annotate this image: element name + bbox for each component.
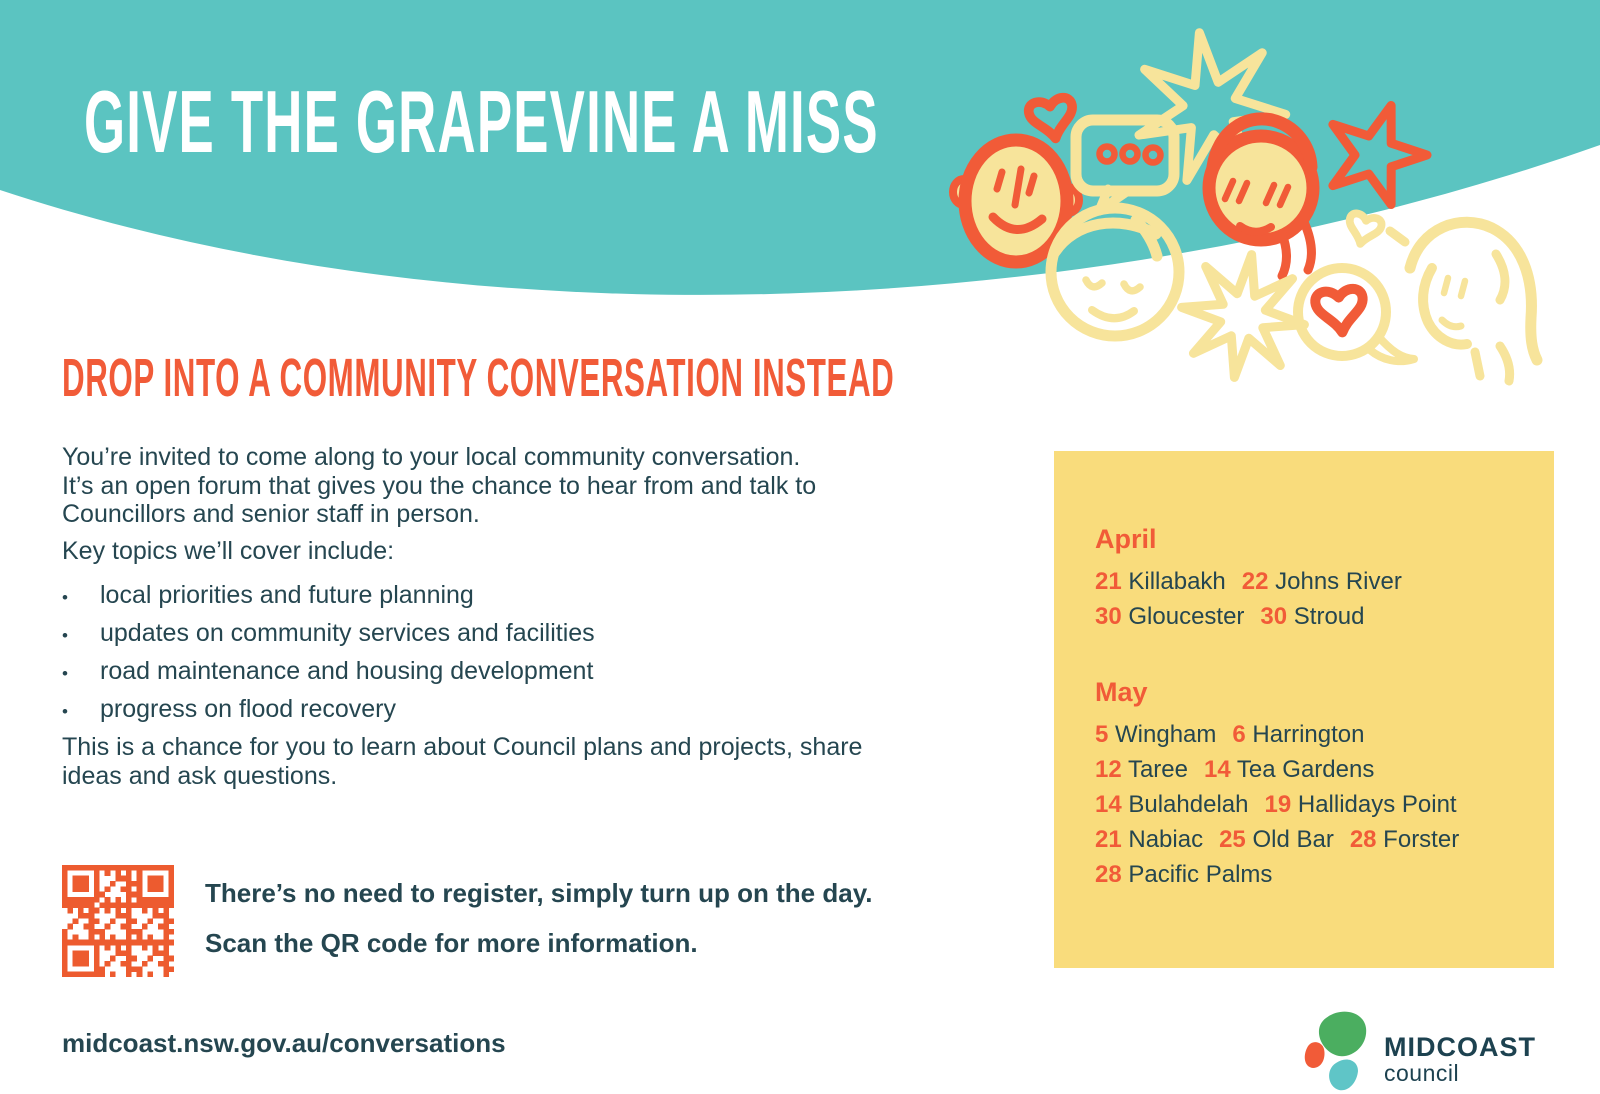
event-day: 22 [1241,568,1269,595]
bullet-icon: • [62,702,68,721]
schedule-event [1204,756,1374,783]
event-place: Killabakh [1121,568,1226,595]
event-day: 14 [1203,756,1231,783]
bullet-icon: • [62,588,68,607]
event-place: Gloucester [1121,603,1245,630]
topic-text: updates on community services and facilities [100,619,595,647]
intro-line: Councillors and senior staff in person. [62,500,480,528]
logo-name: MIDCOAST [1384,1032,1536,1062]
event-place: Nabiac [1121,826,1204,853]
event-place: Taree [1121,756,1188,783]
schedule-event [1095,568,1226,595]
midcoast-council-logo-icon [1296,1005,1391,1094]
schedule-row [1095,717,1524,752]
schedule-row [1095,564,1524,599]
bullet-icon: • [62,626,68,645]
event-day: 30 [1260,603,1288,630]
event-place: Tea Gardens [1230,756,1375,783]
schedule-event [1350,826,1459,853]
topic-item [62,652,595,690]
schedule-event [1095,791,1248,818]
event-place: Johns River [1268,568,1402,595]
small-heart-icon [1345,212,1383,248]
schedule-event [1260,603,1364,630]
schedule-month-may: May [1095,677,1148,707]
schedule-event [1242,568,1402,595]
topic-item [62,690,595,728]
closing-line: This is a chance for you to learn about Council plans and projects, share [62,733,863,761]
event-place: Old Bar [1245,826,1334,853]
event-place: Hallidays Point [1291,791,1457,818]
closing-line: ideas and ask questions. [62,761,338,790]
logo-subtitle: council [1384,1060,1460,1086]
register-line: There’s no need to register, simply turn up on the day. [205,878,873,908]
page-title: GIVE THE GRAPEVINE A MISS [84,72,879,171]
event-place: Stroud [1287,603,1365,630]
event-day: 19 [1264,791,1292,818]
website-url: midcoast.nsw.gov.au/conversations [62,1028,506,1058]
topic-item [62,614,595,652]
event-day: 30 [1095,603,1122,630]
midcoast-council-logo-text [1384,1033,1536,1086]
bullet-icon: • [62,664,68,683]
topic-item [62,576,595,614]
event-place: Harrington [1245,721,1365,748]
event-day: 14 [1095,791,1122,818]
schedule-event [1219,826,1334,853]
schedule-event [1095,861,1272,888]
event-day: 28 [1095,861,1122,888]
heart-icon [1027,96,1077,142]
register-line: Scan the QR code for more information. [205,928,698,958]
schedule-box [1054,451,1554,968]
boy-face-icon [1051,208,1179,336]
topics-label: Key topics we’ll cover include: [62,537,395,565]
schedule-row [1095,752,1524,787]
schedule-event [1095,756,1188,783]
schedule-row [1095,599,1524,634]
schedule-month-april: April [1095,524,1157,554]
topic-text: road maintenance and housing development [100,657,594,685]
schedule-event [1095,826,1203,853]
event-place: Wingham [1108,721,1217,748]
star-outline-icon [1333,106,1427,205]
topic-text: progress on flood recovery [100,695,396,723]
event-day: 6 [1232,721,1246,748]
event-day: 25 [1219,826,1246,853]
intro-paragraph [62,443,816,529]
event-place: Pacific Palms [1121,861,1273,888]
closing-paragraph [62,733,862,790]
schedule-event [1232,721,1364,748]
speech-bubble-heart-icon [1298,268,1414,361]
section-heading: DROP INTO A COMMUNITY CONVERSATION INSTEAD [62,348,895,408]
register-text [205,878,872,959]
schedule-event [1095,721,1216,748]
intro-line: It’s an open forum that gives you the chance to hear from and talk to [62,471,817,500]
intro-line: You’re invited to come along to your local community conversation. [62,443,801,471]
schedule-event [1264,791,1456,818]
schedule-row [1095,857,1524,892]
event-day: 28 [1349,826,1377,853]
event-day: 12 [1095,756,1122,783]
event-day: 5 [1095,721,1109,748]
girl-face-icon [1209,119,1313,276]
schedule-event [1095,603,1244,630]
event-day: 21 [1095,568,1122,595]
event-place: Forster [1376,826,1460,853]
topics-list [62,576,595,728]
event-day: 21 [1095,826,1122,853]
qr-code [62,865,174,977]
schedule-row [1095,822,1524,857]
doodle-illustrations [900,0,1600,400]
schedule-row [1095,787,1524,822]
topic-text: local priorities and future planning [100,581,474,609]
event-place: Bulahdelah [1121,791,1249,818]
